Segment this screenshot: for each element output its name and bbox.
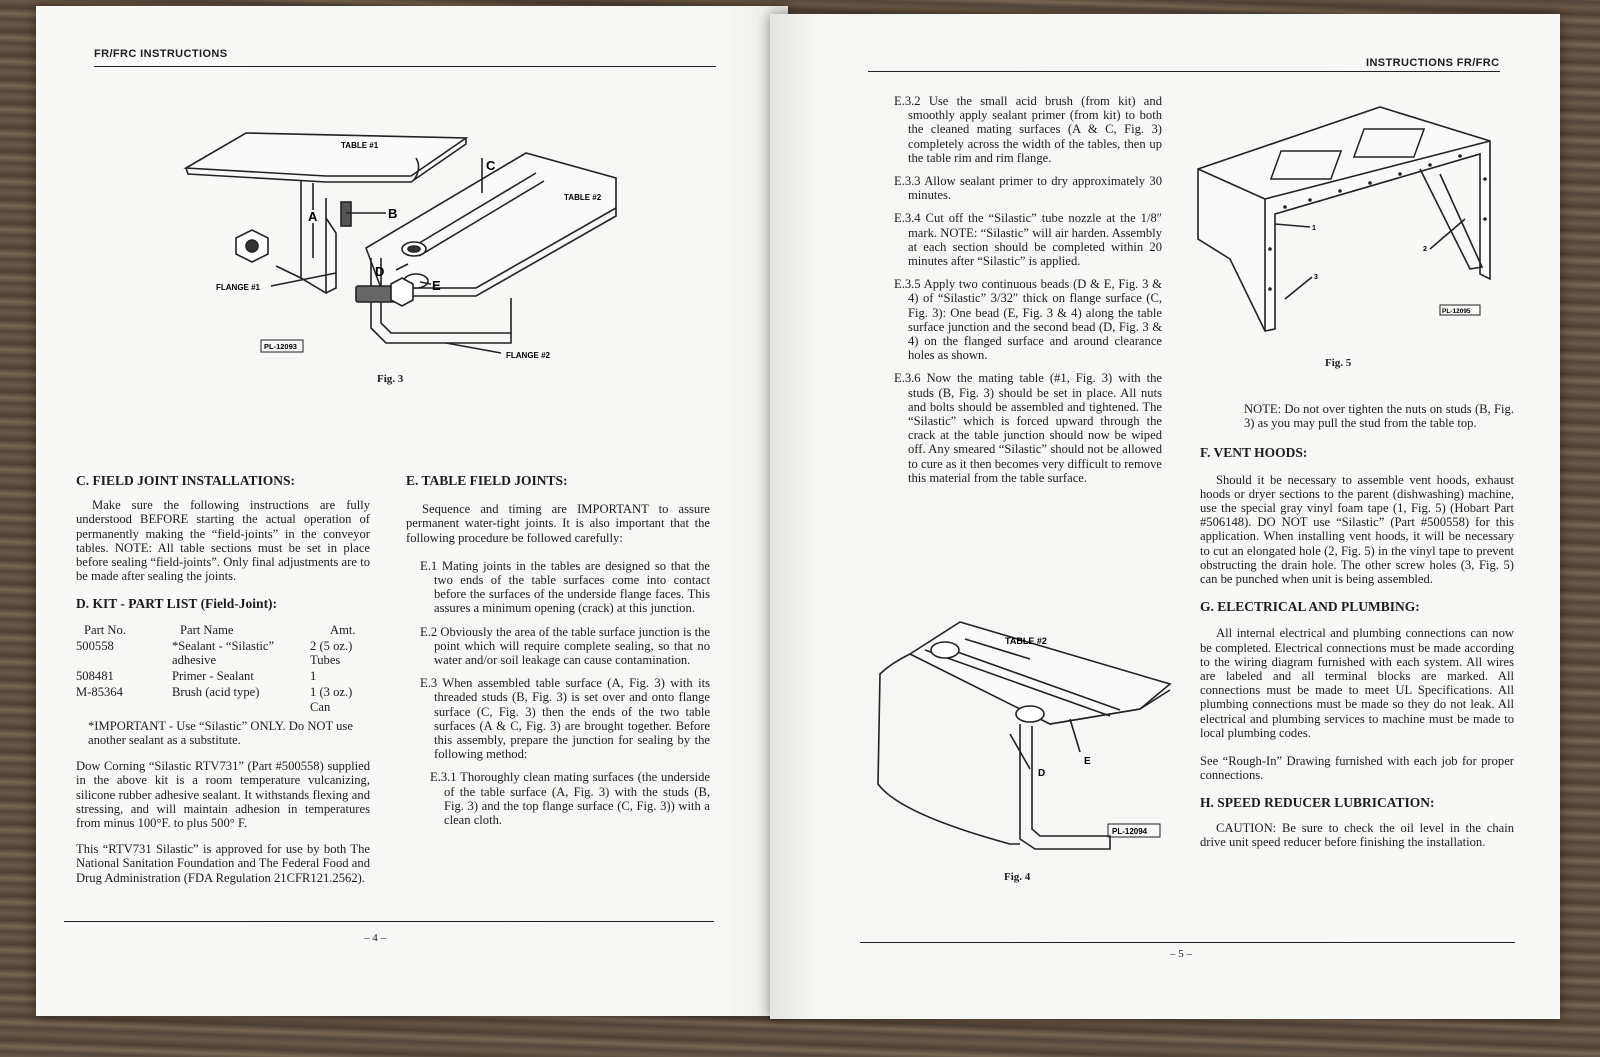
step-e3-6: E.3.6 Now the mating table (#1, Fig. 3) with the studs (B, Fig. 3) should be set in place. All nuts and bolts should be assembled and tightened. The “Silastic” which is forced upward through the crack at the table junction should now be wiped off. Any smeared “Silastic” should not be allowed to cure as it then becomes very difficult to remove this material from the table surface. (894, 371, 1162, 485)
right-page-right-column (1200, 402, 1514, 858)
step-e3-5: E.3.5 Apply two continuous beads (D & E, Fig. 3 & 4) of “Silastic” 3/32″ thick on flange surface (C, Fig. 3): One bead (E, Fig. 3 & 4) along the table surface junction and the second bead (D, Fig. 3 & 4) on the flanged surface and around clearance holes as shown. (894, 277, 1162, 363)
left-page (36, 6, 788, 1016)
part-no-cell: M-85364 (76, 685, 123, 700)
footer-rule (64, 921, 714, 922)
fig3-label-table2: TABLE #2 (564, 193, 602, 202)
step-e3-2: E.3.2 Use the small acid brush (from kit) and smoothly apply sealant primer (from kit) to both the cleaned mating surfaces (A & C, Fig. 3) completely across the width of the tables, then up the table rim and rim flange. (894, 94, 1162, 165)
fig3-label-flange1: FLANGE #1 (216, 283, 261, 292)
fig4-caption: Fig. 4 (1004, 871, 1031, 883)
table-row (76, 638, 370, 668)
fig5-diagram (1190, 99, 1505, 339)
fig3-label-flange2: FLANGE #2 (506, 351, 551, 360)
fig3-label-b: B (388, 206, 398, 221)
fig3-caption: Fig. 3 (377, 373, 404, 385)
fig5-label-3: 3 (1314, 274, 1318, 281)
step-e1: E.1 Mating joints in the tables are designed so that the two ends of the table surfaces come into contact before the surfaces of the underside flange faces. This assures a minimum opening (crack) at this junction. (420, 558, 710, 616)
step-e3: E.3 When assembled table surface (A, Fig. 3) with its threaded studs (B, Fig. 3) is set over and onto flange surface (C, Fig. 3) then the ends of the two table surfaces (A & C, Fig. 3) are brought together. Before this assembly, prepare the junction for sealing by the following method: (420, 676, 710, 762)
section-g-heading: G. ELECTRICAL AND PLUMBING: (1200, 599, 1420, 615)
section-g-body: All internal electrical and plumbing connections can now be completed. Electrical connections must be made according to the wiring diagram furnished with each system. All wires are labeled and all terminal blocks are marked. All connections must be made to meet UL Specifications. All plumbing connections must be made so they do not leak. All electrical and plumbing services to machine must be made to local plumbing codes. (1200, 626, 1514, 740)
section-f-body: Should it be necessary to assemble vent hoods, exhaust hoods or dryer sections to the parent (dishwashing) machine, use the special gray vinyl foam tape (1, Fig. 5) (Hobart Part #506148). DO NOT use “Silastic” (Part #500558) for this application. When installing vent hoods, it will be necessary to cut an elongated hole (2, Fig. 5) in the vinyl tape to prevent obstructing the drain hole. The other screw holes (3, Fig. 5) can be punched when unit is being assembled. (1200, 472, 1514, 587)
step-e3-1: E.3.1 Thoroughly clean mating surfaces (the underside of the table surface (A, Fig. 3) with the studs (B, Fig. 3) and the top flange surface (C, Fig. 3)) with a clean cloth. (430, 770, 710, 828)
left-page-header: FR/FRC INSTRUCTIONS (94, 48, 228, 60)
fig3-label-table1: TABLE #1 (341, 141, 379, 150)
fig3-label-c: C (486, 158, 496, 173)
header-rule (94, 66, 716, 67)
silastic-description: Dow Corning “Silastic RTV731” (Part #500558) supplied in the above kit is a room temperature vulcanizing, silicone rubber adhesive sealant. It withstands flexing and stressing, and will maintain adhesion in temperatures from minus 100°F. to plus 500° F. (76, 759, 370, 831)
left-column (76, 474, 370, 894)
fig5-caption: Fig. 5 (1325, 357, 1352, 369)
right-page-left-column (890, 94, 1162, 494)
amt-cell: 1 (3 oz.) Can (310, 685, 353, 714)
approval-note: This “RTV731 Silastic” is approved for use by both The National Sanitation Foundation and The Federal Food and Drug Administration (FDA Regulation 21CFR121.2562). (76, 842, 370, 885)
section-c-heading: C. FIELD JOINT INSTALLATIONS: (76, 473, 296, 488)
amt-cell: 2 (5 oz.) Tubes (310, 638, 353, 668)
step-e2: E.2 Obviously the area of the table surface junction is the point which will require complete sealing, so that no water and/or soil leakage can cause contamination. (420, 624, 710, 668)
important-note: *IMPORTANT - Use “Silastic” ONLY. Do NOT use another sealant as a substitute. (88, 718, 353, 748)
section-f-heading: F. VENT HOODS: (1200, 445, 1308, 461)
fig3-label-a: A (308, 209, 318, 224)
fig3-diagram (176, 98, 626, 398)
fig3-label-e: E (432, 278, 441, 293)
col-amt: Amt. (330, 622, 356, 637)
part-name-cell: *Sealant - “Silastic” adhesive (172, 638, 275, 668)
right-page-number: – 5 – (1170, 948, 1192, 960)
header-rule (868, 71, 1500, 72)
section-e-intro: Sequence and timing are IMPORTANT to assure permanent water-tight joints. It is also important that the following procedure be followed carefully: (406, 502, 710, 545)
fig4-label-table2: TABLE #2 (1005, 636, 1047, 646)
part-no-cell: 500558 (76, 638, 114, 653)
section-c-body: Make sure the following instructions are fully understood BEFORE starting the actual operation of permanently making the “field-joints” in the conveyor tables. NOTE: All table sections must be set in place before sealing “field-joints”. Only final adjustments are to be made after sealing the joints. (76, 498, 370, 584)
fig4-diagram (870, 614, 1190, 864)
left-page-number: – 4 – (364, 932, 386, 944)
parts-table (76, 622, 370, 715)
fig4-code: PL-12094 (1112, 827, 1148, 836)
right-page-header: INSTRUCTIONS FR/FRC (1366, 57, 1500, 69)
parts-table-header (76, 622, 370, 638)
fig4-label-d: D (1038, 768, 1046, 779)
table-row (76, 668, 370, 684)
fig5-label-1: 1 (1312, 225, 1316, 232)
fig3-label-d: D (375, 264, 385, 279)
step-e3-3: E.3.3 Allow sealant primer to dry approximately 30 minutes. (894, 174, 1162, 203)
section-h-heading: H. SPEED REDUCER LUBRICATION: (1200, 795, 1435, 811)
footer-rule (860, 942, 1515, 943)
part-name-cell: Primer - Sealant (172, 669, 254, 684)
over-tighten-note: NOTE: Do not over tighten the nuts on studs (B, Fig. 3) as you may pull the stud from the table top. (1244, 402, 1514, 431)
rough-in-note: See “Rough-In” Drawing furnished with each job for proper connections. (1200, 754, 1514, 783)
fig4-label-e: E (1084, 756, 1091, 767)
section-e-heading: E. TABLE FIELD JOINTS: (406, 473, 568, 488)
col-part-name: Part Name (180, 622, 234, 637)
step-e3-4: E.3.4 Cut off the “Silastic” tube nozzle at the 1/8″ mark. NOTE: “Silastic” will air harden. Assembly at each section should be completed within 20 minutes after “Silastic” is applied. (894, 211, 1162, 269)
left-page-right-column (406, 474, 710, 836)
table-row (76, 684, 370, 714)
amt-cell: 1 (310, 669, 317, 684)
fig5-label-2: 2 (1423, 246, 1427, 253)
col-part-no: Part No. (84, 622, 126, 637)
section-d-heading: D. KIT - PART LIST (Field-Joint): (76, 596, 278, 612)
part-no-cell: 508481 (76, 669, 114, 684)
fig5-code: PL-12095 (1442, 308, 1471, 315)
right-page (770, 14, 1560, 1019)
section-h-body: CAUTION: Be sure to check the oil level in the chain drive unit speed reducer before finishing the installation. (1200, 820, 1514, 849)
part-name-cell: Brush (acid type) (172, 685, 260, 700)
fig3-code: PL-12093 (264, 342, 297, 351)
